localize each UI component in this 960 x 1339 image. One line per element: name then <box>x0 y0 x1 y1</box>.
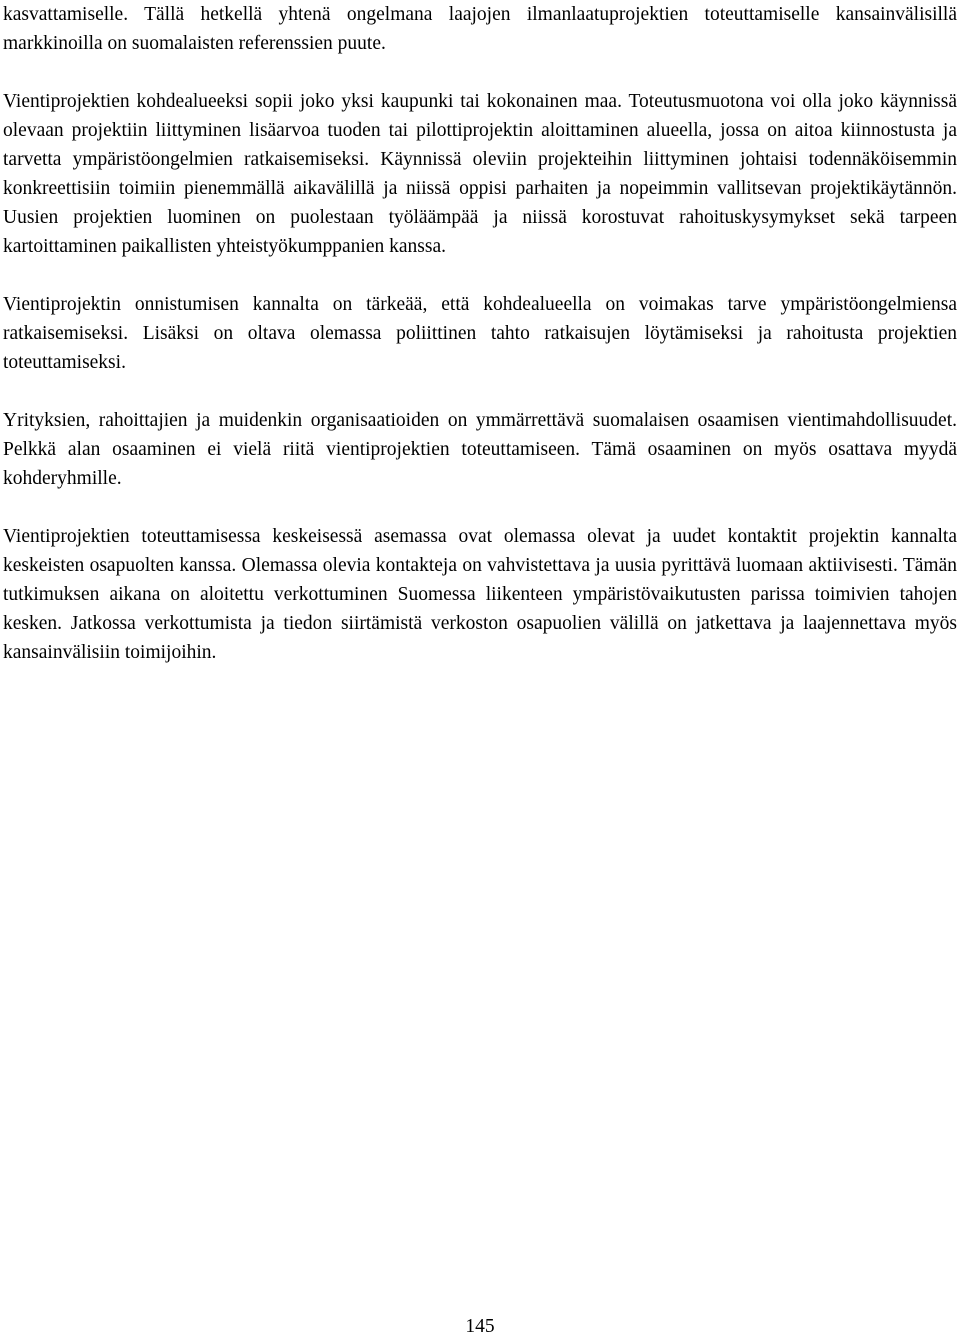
page-number: 145 <box>465 1316 495 1337</box>
paragraph-2: Vientiprojektien kohdealueeksi sopii joko yksi kaupunki tai kokonainen maa. Toteutusmuotona voi olla joko käynnissä olevaan projektiin liittyminen lisäarvoa tuoden tai pilottiprojektin aloittaminen alueella, jossa on aitoa kiinnostusta ja tarvetta ympäristöongelmien ratkaisemiseksi. Käynnissä oleviin projekteihin liittyminen johtaisi todennäköisemmin konkreettisiin toimiin pienemmällä aikavälillä ja niissä oppisi parhaiten ja nopeimmin vallitsevan projektikäytännön. Uusien projektien luominen on puolestaan työläämpää ja niissä korostuvat rahoituskysymykset sekä tarpeen kartoittaminen paikallisten yhteistyökumppanien kanssa. <box>3 91 957 257</box>
paragraph-5: Vientiprojektien toteuttamisessa keskeisessä asemassa ovat olemassa olevat ja uudet kontaktit projektin kannalta keskeisten osapuolten kanssa. Olemassa olevia kontakteja on vahvistettava ja uusia pyrittävä luomaan aktiivisesti. Tämän tutkimuksen aikana on aloitettu verkottuminen Suomessa liikenteen ympäristövaikutusten parissa toimivien tahojen kesken. Jatkossa verkottumista ja tiedon siirtämistä verkoston osapuolien välillä on jatkettava ja laajennettava myös kansainvälisiin toimijoihin. <box>3 526 957 663</box>
paragraph-1: kasvattamiselle. Tällä hetkellä yhtenä ongelmana laajojen ilmanlaatuprojektien toteuttamiselle kansainvälisillä markkinoilla on suomalaisten referenssien puute. <box>3 4 957 54</box>
document-page <box>3 0 957 667</box>
paragraph-3: Vientiprojektin onnistumisen kannalta on tärkeää, että kohdealueella on voimakas tarve ympäristöongelmiensa ratkaisemiseksi. Lisäksi on oltava olemassa poliittinen tahto ratkaisujen löytämiseksi ja rahoitusta projektien toteuttamiseksi. <box>3 294 957 373</box>
paragraph-4: Yrityksien, rahoittajien ja muidenkin organisaatioiden on ymmärrettävä suomalaisen osaamisen vientimahdollisuudet. Pelkkä alan osaaminen ei vielä riitä vientiprojektien toteuttamiseen. Tämä osaaminen on myös osattava myydä kohderyhmille. <box>3 410 957 489</box>
